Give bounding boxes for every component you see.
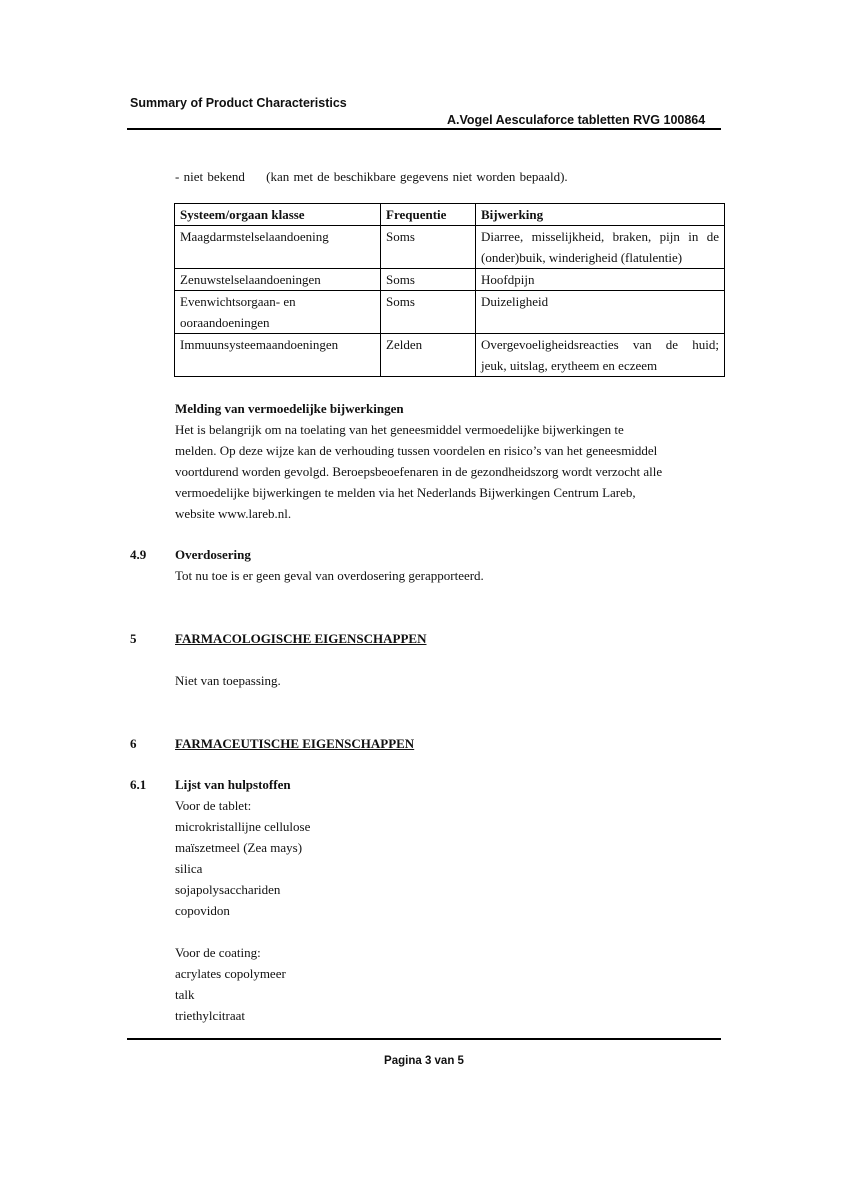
document-header-product: A.Vogel Aesculaforce tabletten RVG 100864 xyxy=(447,113,706,127)
table-cell-side-effect xyxy=(476,334,725,377)
table-row xyxy=(175,291,725,334)
document-header-title: Summary of Product Characteristics xyxy=(130,96,347,110)
section-number-4-9: 4.9 xyxy=(130,547,147,562)
column-header-frequency: Frequentie xyxy=(381,204,476,226)
section-number-6: 6 xyxy=(130,736,137,751)
section-number-5: 5 xyxy=(130,631,137,646)
excipient-item: maïszetmeel (Zea mays) xyxy=(175,840,303,855)
section-number-6-1: 6.1 xyxy=(130,777,147,792)
frequency-note: - niet bekend (kan met de beschikbare gegevens niet worden bepaald). xyxy=(175,169,568,184)
excipient-item: copovidon xyxy=(175,903,230,918)
farmacologische-text: Niet van toepassing. xyxy=(175,673,281,688)
table-cell-line: ooraandoeningen xyxy=(180,315,270,330)
table-cell-frequency: Zelden xyxy=(381,334,476,377)
melding-line: Het is belangrijk om na toelating van het geneesmiddel vermoedelijke bijwerkingen te xyxy=(175,422,624,437)
table-header-row xyxy=(175,204,725,226)
melding-line: vermoedelijke bijwerkingen te melden via het Nederlands Bijwerkingen Centrum Lareb, xyxy=(175,485,636,500)
coating-intro: Voor de coating: xyxy=(175,945,261,960)
melding-heading: Melding van vermoedelijke bijwerkingen xyxy=(175,401,404,416)
melding-line: voortdurend worden gevolgd. Beroepsbeoefenaren in de gezondheidszorg wordt verzocht alle xyxy=(175,464,663,479)
melding-line: website www.lareb.nl. xyxy=(175,506,292,521)
table-cell-system: Maagdarmstelselaandoening xyxy=(175,226,381,269)
table-cell-side-effect xyxy=(476,226,725,269)
excipient-item: triethylcitraat xyxy=(175,1008,246,1023)
table-cell-line: Diarree, misselijkheid, braken, pijn in de xyxy=(481,229,719,244)
table-cell-system: Zenuwstelselaandoeningen xyxy=(175,269,381,291)
excipient-item: sojapolysacchariden xyxy=(175,882,281,897)
tablet-intro: Voor de tablet: xyxy=(175,798,252,813)
table-cell-frequency: Soms xyxy=(381,291,476,334)
section-heading-overdosering: Overdosering xyxy=(175,547,251,562)
table-cell-line: (onder)buik, winderigheid (flatulentie) xyxy=(481,250,683,265)
table-row xyxy=(175,334,725,377)
excipient-item: silica xyxy=(175,861,203,876)
table-cell-system: Immuunsysteemaandoeningen xyxy=(175,334,381,377)
table-row xyxy=(175,269,725,291)
excipient-item: microkristallijne cellulose xyxy=(175,819,311,834)
table-cell-side-effect: Hoofdpijn xyxy=(476,269,725,291)
column-header-side-effect: Bijwerking xyxy=(476,204,725,226)
table-cell-line: Overgevoeligheidsreacties van de huid; xyxy=(481,337,719,352)
footer-rule xyxy=(127,1038,721,1040)
melding-line: melden. Op deze wijze kan de verhouding tussen voordelen en risico’s van het geneesmiddel xyxy=(175,443,658,458)
excipient-item: talk xyxy=(175,987,195,1002)
side-effects-table xyxy=(174,203,725,377)
section-heading-farmacologische: FARMACOLOGISCHE EIGENSCHAPPEN xyxy=(175,631,427,646)
table-cell-frequency: Soms xyxy=(381,269,476,291)
column-header-system: Systeem/orgaan klasse xyxy=(175,204,381,226)
section-heading-hulpstoffen: Lijst van hulpstoffen xyxy=(175,777,291,792)
table-row xyxy=(175,226,725,269)
table-cell-frequency: Soms xyxy=(381,226,476,269)
table-cell-line: Evenwichtsorgaan- en xyxy=(180,294,296,309)
header-rule xyxy=(127,128,721,130)
excipient-item: acrylates copolymeer xyxy=(175,966,286,981)
overdosering-text: Tot nu toe is er geen geval van overdosering gerapporteerd. xyxy=(175,568,484,583)
table-cell-line: jeuk, uitslag, erytheem en eczeem xyxy=(481,358,658,373)
table-cell-side-effect: Duizeligheid xyxy=(476,291,725,334)
table-cell-system xyxy=(175,291,381,334)
section-heading-farmaceutische: FARMACEUTISCHE EIGENSCHAPPEN xyxy=(175,736,415,751)
page-number: Pagina 3 van 5 xyxy=(384,1055,464,1067)
